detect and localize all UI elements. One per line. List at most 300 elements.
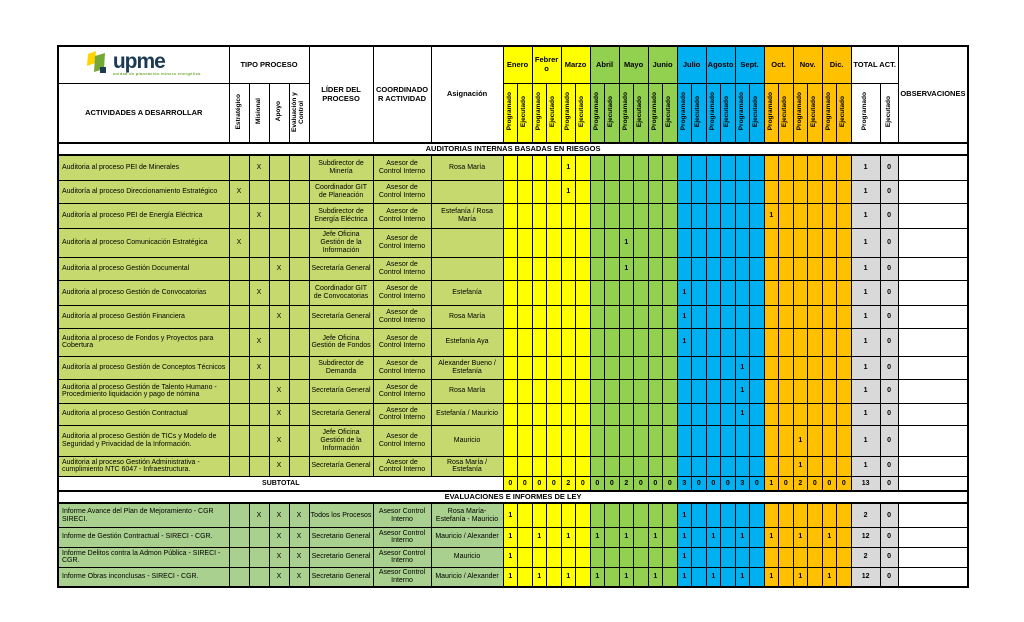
- month-value-cell: [822, 305, 837, 328]
- month-value-cell: [706, 203, 721, 228]
- tipo-mark-cell: [289, 305, 309, 328]
- subtotal-month-cell: 0: [808, 476, 823, 491]
- month-value-cell: [663, 425, 678, 456]
- month-value-cell: [590, 180, 605, 203]
- tipo-mark-cell: X: [269, 456, 289, 476]
- tipo-mark-cell: [289, 228, 309, 257]
- month-value-cell: [590, 280, 605, 305]
- month-value-cell: [576, 228, 591, 257]
- month-value-cell: [793, 356, 808, 379]
- observaciones-cell: [898, 280, 968, 305]
- month-value-cell: [764, 425, 779, 456]
- month-value-cell: [648, 203, 663, 228]
- month-value-cell: [634, 379, 649, 403]
- programado-subheader: [503, 83, 518, 143]
- month-value-cell: [721, 456, 736, 476]
- tipo-mark-cell: X: [269, 379, 289, 403]
- month-header: Nov.: [793, 46, 822, 83]
- month-value-cell: [779, 527, 794, 547]
- month-value-cell: [750, 280, 765, 305]
- subheader-label: Programado: [766, 92, 774, 131]
- tipo-mark-cell: [229, 567, 249, 587]
- month-value-cell: [503, 328, 518, 356]
- activity-cell: Auditoria al proceso PEI de Minerales: [58, 155, 229, 180]
- subheader-label: Programado: [795, 92, 803, 131]
- month-value-cell: [706, 356, 721, 379]
- month-value-cell: [793, 228, 808, 257]
- tipo-mark-cell: [289, 203, 309, 228]
- month-value-cell: [518, 280, 533, 305]
- month-value-cell: [735, 305, 750, 328]
- asignacion-cell: Mauricio / Alexander: [431, 527, 503, 547]
- month-value-cell: [808, 257, 823, 280]
- ejecutado-subheader: [692, 83, 707, 143]
- month-value-cell: [634, 257, 649, 280]
- month-value-cell: [837, 567, 852, 587]
- subheader-label: Programado: [824, 92, 832, 131]
- lider-cell: Secretario General: [309, 527, 373, 547]
- month-value-cell: [518, 425, 533, 456]
- month-value-cell: [764, 379, 779, 403]
- asignacion-cell: [431, 180, 503, 203]
- total-ejecutado-cell: 0: [880, 228, 898, 257]
- asignacion-cell: Rosa María: [431, 379, 503, 403]
- month-value-cell: [779, 203, 794, 228]
- month-value-cell: [561, 379, 576, 403]
- month-value-cell: 1: [561, 155, 576, 180]
- observaciones-header: OBSERVACIONES: [898, 46, 968, 143]
- observaciones-cell: [898, 228, 968, 257]
- month-value-cell: [808, 379, 823, 403]
- month-value-cell: 1: [822, 567, 837, 587]
- month-value-cell: [561, 425, 576, 456]
- month-value-cell: 1: [764, 203, 779, 228]
- month-value-cell: [721, 425, 736, 456]
- month-value-cell: [590, 503, 605, 527]
- month-value-cell: [837, 257, 852, 280]
- tipo-mark-cell: [289, 403, 309, 425]
- month-value-cell: 1: [793, 456, 808, 476]
- asignacion-cell: [431, 257, 503, 280]
- lider-cell: Secretaría General: [309, 456, 373, 476]
- month-value-cell: [576, 456, 591, 476]
- month-value-cell: [764, 180, 779, 203]
- month-value-cell: 1: [793, 425, 808, 456]
- coordinator-cell: Asesor de Control Interno: [373, 155, 431, 180]
- total-ejecutado-cell: 0: [880, 456, 898, 476]
- month-value-cell: [837, 503, 852, 527]
- observaciones-cell: [898, 503, 968, 527]
- tipo-mark-cell: X: [249, 503, 269, 527]
- tipo-col-header: [269, 83, 289, 143]
- tipo-mark-cell: X: [249, 155, 269, 180]
- month-value-cell: [822, 547, 837, 567]
- month-value-cell: [518, 257, 533, 280]
- month-value-cell: [837, 328, 852, 356]
- month-value-cell: [619, 280, 634, 305]
- month-value-cell: [822, 456, 837, 476]
- month-header: Mayo: [619, 46, 648, 83]
- total-programado-subheader: [851, 83, 880, 143]
- month-value-cell: [648, 456, 663, 476]
- month-value-cell: [590, 257, 605, 280]
- total-programado-cell: 1: [851, 280, 880, 305]
- subheader-label: Ejecutado: [884, 95, 892, 128]
- tipo-mark-cell: [229, 503, 249, 527]
- subtotal-month-cell: 0: [822, 476, 837, 491]
- month-value-cell: [634, 180, 649, 203]
- month-value-cell: [663, 328, 678, 356]
- upme-logo: [60, 50, 228, 79]
- month-value-cell: 1: [677, 328, 692, 356]
- tipo-mark-cell: X: [289, 547, 309, 567]
- month-value-cell: [677, 356, 692, 379]
- month-value-cell: [677, 425, 692, 456]
- observaciones-cell: [898, 527, 968, 547]
- month-value-cell: [561, 328, 576, 356]
- month-value-cell: [518, 379, 533, 403]
- activity-cell: Auditoria al proceso Gestión Documental: [58, 257, 229, 280]
- month-value-cell: [837, 228, 852, 257]
- month-value-cell: [518, 547, 533, 567]
- month-value-cell: [634, 280, 649, 305]
- month-value-cell: [634, 547, 649, 567]
- subtotal-total-ejecutado-cell: 0: [880, 476, 898, 491]
- month-value-cell: [503, 280, 518, 305]
- month-value-cell: [822, 180, 837, 203]
- month-value-cell: [503, 155, 518, 180]
- month-value-cell: 1: [619, 567, 634, 587]
- tipo-mark-cell: [269, 155, 289, 180]
- month-value-cell: 1: [677, 567, 692, 587]
- month-value-cell: [605, 257, 620, 280]
- subheader-label: Programado: [621, 92, 629, 131]
- month-value-cell: [576, 567, 591, 587]
- month-value-cell: [590, 328, 605, 356]
- lider-cell: Subdirector de Energía Eléctrica: [309, 203, 373, 228]
- month-value-cell: [779, 328, 794, 356]
- month-value-cell: [532, 503, 547, 527]
- month-value-cell: [590, 155, 605, 180]
- month-value-cell: [619, 180, 634, 203]
- month-value-cell: [735, 425, 750, 456]
- subheader-label: Programado: [534, 92, 542, 131]
- month-value-cell: [837, 155, 852, 180]
- month-value-cell: [822, 257, 837, 280]
- month-value-cell: [735, 228, 750, 257]
- month-value-cell: [634, 456, 649, 476]
- asignacion-header: Asignación: [431, 46, 503, 143]
- month-value-cell: [721, 567, 736, 587]
- subheader-label: Ejecutado: [607, 95, 615, 128]
- total-programado-cell: 1: [851, 379, 880, 403]
- month-value-cell: [605, 328, 620, 356]
- subheader-label: Ejecutado: [520, 95, 528, 128]
- month-value-cell: [837, 527, 852, 547]
- month-value-cell: [590, 228, 605, 257]
- asignacion-cell: Estefanía: [431, 280, 503, 305]
- month-value-cell: 1: [706, 567, 721, 587]
- month-value-cell: [518, 356, 533, 379]
- ejecutado-subheader: [808, 83, 823, 143]
- tipo-mark-cell: [249, 547, 269, 567]
- tipo-col-header: [249, 83, 269, 143]
- lider-cell: Secretaría General: [309, 379, 373, 403]
- tipo-mark-cell: [269, 328, 289, 356]
- month-value-cell: [576, 180, 591, 203]
- month-value-cell: [561, 257, 576, 280]
- month-value-cell: [518, 503, 533, 527]
- total-programado-cell: 1: [851, 203, 880, 228]
- month-value-cell: [576, 280, 591, 305]
- coordinator-cell: Asesor de Control Interno: [373, 328, 431, 356]
- month-value-cell: [692, 203, 707, 228]
- month-value-cell: [808, 403, 823, 425]
- asignacion-cell: Rosa María: [431, 305, 503, 328]
- month-value-cell: [561, 503, 576, 527]
- month-value-cell: [532, 547, 547, 567]
- month-value-cell: [576, 203, 591, 228]
- month-value-cell: [764, 503, 779, 527]
- month-value-cell: [822, 155, 837, 180]
- month-value-cell: [692, 305, 707, 328]
- month-value-cell: [779, 503, 794, 527]
- month-value-cell: [750, 257, 765, 280]
- subtotal-month-cell: 0: [721, 476, 736, 491]
- month-value-cell: [605, 456, 620, 476]
- programado-subheader: [561, 83, 576, 143]
- subtotal-month-cell: 0: [518, 476, 533, 491]
- tipo-mark-cell: [269, 180, 289, 203]
- tipo-mark-cell: [269, 203, 289, 228]
- month-value-cell: [764, 547, 779, 567]
- month-value-cell: [576, 356, 591, 379]
- lider-cell: Coordinador GIT de Planeación: [309, 180, 373, 203]
- month-value-cell: [619, 547, 634, 567]
- month-value-cell: 1: [561, 180, 576, 203]
- total-programado-cell: 1: [851, 403, 880, 425]
- month-value-cell: [706, 328, 721, 356]
- month-value-cell: 1: [619, 257, 634, 280]
- total-ejecutado-cell: 0: [880, 567, 898, 587]
- month-value-cell: [547, 328, 562, 356]
- lider-cell: Jefe Oficina Gestión de la Información: [309, 228, 373, 257]
- activity-cell: Auditoria al proceso Gestión de Convocatorias: [58, 280, 229, 305]
- lider-cell: Jefe Oficina Gestión de la Información: [309, 425, 373, 456]
- programado-subheader: [677, 83, 692, 143]
- month-value-cell: [793, 328, 808, 356]
- upme-logo-icon: [87, 50, 109, 79]
- month-value-cell: [648, 280, 663, 305]
- total-programado-cell: 2: [851, 503, 880, 527]
- month-value-cell: [808, 456, 823, 476]
- tipo-mark-cell: X: [269, 527, 289, 547]
- month-value-cell: [561, 356, 576, 379]
- month-value-cell: [634, 203, 649, 228]
- month-value-cell: [706, 180, 721, 203]
- month-value-cell: [750, 228, 765, 257]
- month-value-cell: [634, 305, 649, 328]
- month-value-cell: [576, 305, 591, 328]
- month-value-cell: 1: [677, 305, 692, 328]
- month-header: Julio: [677, 46, 706, 83]
- month-value-cell: [648, 328, 663, 356]
- total-ejecutado-cell: 0: [880, 328, 898, 356]
- month-value-cell: 1: [735, 379, 750, 403]
- activity-cell: Auditoría al proceso Gestión de Conceptos Técnicos: [58, 356, 229, 379]
- observaciones-cell: [898, 476, 968, 491]
- subtotal-month-cell: 3: [735, 476, 750, 491]
- asignacion-cell: Rosa María: [431, 155, 503, 180]
- month-value-cell: [808, 155, 823, 180]
- total-ejecutado-cell: 0: [880, 403, 898, 425]
- subtotal-month-cell: 0: [779, 476, 794, 491]
- subtotal-month-cell: 0: [648, 476, 663, 491]
- month-value-cell: [721, 180, 736, 203]
- month-value-cell: [605, 403, 620, 425]
- month-value-cell: [576, 155, 591, 180]
- tipo-mark-cell: [249, 228, 269, 257]
- month-value-cell: [808, 567, 823, 587]
- month-value-cell: [706, 155, 721, 180]
- asignacion-cell: Estefanía Aya: [431, 328, 503, 356]
- observaciones-cell: [898, 379, 968, 403]
- month-value-cell: [822, 228, 837, 257]
- tipo-mark-cell: X: [249, 280, 269, 305]
- activity-cell: Auditoria al proceso Gestión Administrativa - cumplimiento NTC 6047 - Infraestructura.: [58, 456, 229, 476]
- month-value-cell: [692, 228, 707, 257]
- tipo-mark-cell: [229, 527, 249, 547]
- month-value-cell: [750, 305, 765, 328]
- month-value-cell: [547, 456, 562, 476]
- month-value-cell: [779, 403, 794, 425]
- tipo-mark-cell: X: [289, 503, 309, 527]
- lider-cell: Secretaría General: [309, 257, 373, 280]
- month-value-cell: [619, 403, 634, 425]
- month-value-cell: [692, 280, 707, 305]
- month-value-cell: [721, 527, 736, 547]
- month-value-cell: [764, 305, 779, 328]
- month-value-cell: [706, 425, 721, 456]
- month-value-cell: [619, 203, 634, 228]
- month-value-cell: [706, 257, 721, 280]
- month-value-cell: [779, 456, 794, 476]
- tipo-mark-cell: [229, 425, 249, 456]
- month-value-cell: [677, 228, 692, 257]
- month-value-cell: [793, 280, 808, 305]
- month-value-cell: [590, 403, 605, 425]
- month-value-cell: [793, 203, 808, 228]
- ejecutado-subheader: [547, 83, 562, 143]
- month-value-cell: [619, 356, 634, 379]
- observaciones-cell: [898, 257, 968, 280]
- month-value-cell: [764, 155, 779, 180]
- tipo-mark-cell: X: [269, 503, 289, 527]
- month-value-cell: [590, 203, 605, 228]
- observaciones-cell: [898, 155, 968, 180]
- month-value-cell: [750, 567, 765, 587]
- total-ejecutado-cell: 0: [880, 305, 898, 328]
- coordinator-cell: Asesor de Control Interno: [373, 305, 431, 328]
- tipo-mark-cell: [229, 203, 249, 228]
- month-value-cell: [503, 356, 518, 379]
- month-value-cell: [532, 180, 547, 203]
- month-value-cell: [634, 403, 649, 425]
- tipo-mark-cell: [249, 527, 269, 547]
- month-value-cell: [779, 379, 794, 403]
- lider-cell: Jefe Oficina Gestión de Fondos: [309, 328, 373, 356]
- coordinator-cell: Asesor de Control Interno: [373, 456, 431, 476]
- subheader-label: Programado: [505, 92, 513, 131]
- subheader-label: Ejecutado: [810, 95, 818, 128]
- month-value-cell: [793, 180, 808, 203]
- activity-cell: Auditoría al proceso PEI de Energía Eléctrica: [58, 203, 229, 228]
- month-value-cell: [735, 328, 750, 356]
- month-value-cell: [648, 257, 663, 280]
- month-value-cell: [692, 456, 707, 476]
- subheader-label: Programado: [708, 92, 716, 131]
- total-programado-cell: 1: [851, 356, 880, 379]
- month-value-cell: [764, 228, 779, 257]
- month-value-cell: [692, 547, 707, 567]
- tipo-mark-cell: [289, 328, 309, 356]
- month-value-cell: [503, 203, 518, 228]
- lider-cell: Secretario General: [309, 547, 373, 567]
- month-value-cell: [503, 305, 518, 328]
- month-value-cell: [837, 403, 852, 425]
- month-value-cell: [547, 547, 562, 567]
- month-value-cell: [590, 356, 605, 379]
- month-value-cell: [822, 280, 837, 305]
- tipo-mark-cell: [289, 379, 309, 403]
- month-value-cell: [692, 180, 707, 203]
- programado-subheader: [590, 83, 605, 143]
- month-value-cell: [721, 155, 736, 180]
- subheader-label: Programado: [861, 92, 869, 131]
- month-value-cell: [793, 155, 808, 180]
- month-value-cell: [721, 356, 736, 379]
- month-header: Abril: [590, 46, 619, 83]
- month-value-cell: [547, 425, 562, 456]
- month-value-cell: [735, 280, 750, 305]
- month-value-cell: [692, 257, 707, 280]
- month-value-cell: 1: [532, 567, 547, 587]
- month-value-cell: [663, 547, 678, 567]
- month-value-cell: [576, 527, 591, 547]
- month-value-cell: [503, 228, 518, 257]
- lider-cell: Subdirector de Minería: [309, 155, 373, 180]
- subtotal-month-cell: 0: [605, 476, 620, 491]
- tipo-col-label: Evaluación y Control: [291, 91, 306, 132]
- month-value-cell: [692, 379, 707, 403]
- ejecutado-subheader: [634, 83, 649, 143]
- subheader-label: Programado: [563, 92, 571, 131]
- month-value-cell: [822, 356, 837, 379]
- actividades-header: ACTIVIDADES A DESARROLLAR: [58, 83, 229, 143]
- month-value-cell: [692, 503, 707, 527]
- month-value-cell: [822, 379, 837, 403]
- total-ejecutado-cell: 0: [880, 180, 898, 203]
- month-value-cell: [648, 155, 663, 180]
- month-value-cell: [721, 280, 736, 305]
- month-value-cell: [605, 280, 620, 305]
- tipo-mark-cell: [289, 257, 309, 280]
- month-value-cell: [779, 356, 794, 379]
- tipo-mark-cell: X: [289, 567, 309, 587]
- month-value-cell: [677, 456, 692, 476]
- month-value-cell: 1: [503, 527, 518, 547]
- tipo-mark-cell: [289, 456, 309, 476]
